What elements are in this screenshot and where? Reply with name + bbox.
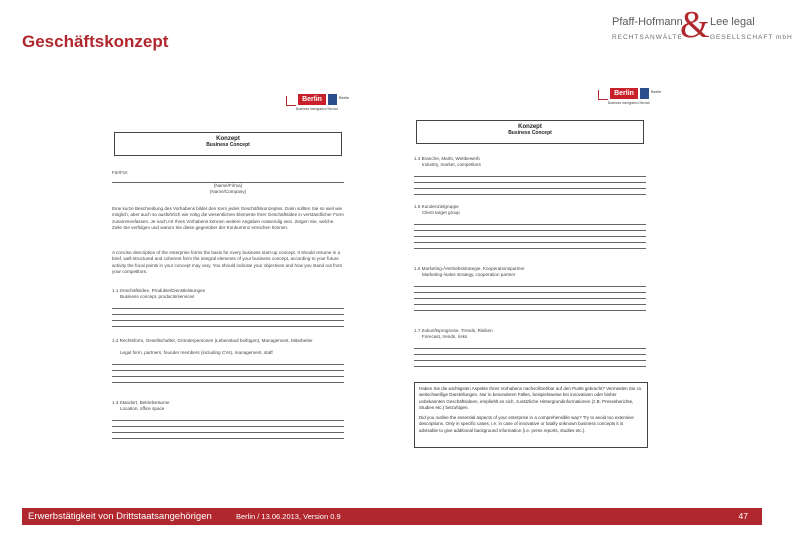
section-1-1-title: 1.1 Geschäftsidee, Produkte/Dienstleistungen [112, 288, 206, 293]
logo-name-right: Lee legal [710, 16, 755, 28]
section-1-4-subtitle: Industry, market, competitors [422, 162, 481, 167]
document-page-right [402, 88, 662, 450]
section-1-7-title: 1.7 Zukunftsprognose, Trends, Risiken [414, 328, 493, 333]
write-line [112, 326, 344, 327]
write-line [414, 286, 646, 287]
concept-subtitle: Business Concept [508, 130, 552, 136]
write-line [414, 292, 646, 293]
info-text-de: Haben Sie die wichtigsten Aspekte Ihres Vorhabens nachvollziehbar auf den Punkt gebracht? Vermeiden Sie zu weitschweifige Darstellungen. Nur in besonderen Fällen, beispielsweise bei innovativen oder bisher unbekannten Geschäftsideen, empfiehlt es sich, zusätzliche Hintergrundinformationen (z.B. Presseberichte, Studien etc.) beizufügen. [419, 386, 642, 410]
write-line [414, 194, 646, 195]
footer-org: Erwerbstätigkeit von Drittstaatsangehörigen [28, 511, 212, 522]
section-1-6-title: 1.6 Marketing-/Vertriebsstrategie, Kooperationspartner [414, 266, 525, 271]
berlin-bear-icon [328, 94, 337, 105]
page-title: Geschäftskonzept [22, 32, 169, 51]
concept-subtitle: Business Concept [206, 142, 250, 148]
logo-sub-right: GESELLSCHAFT mbH [710, 34, 793, 41]
write-line [112, 364, 344, 365]
berlin-logo-bracket-icon [286, 96, 296, 106]
write-line [414, 230, 646, 231]
intro-paragraph-de: Eine kurze Beschreibung des Vorhabens bildet den Kern jedes Geschäftskonzeptes. Darin sollten Sie so weit wie möglich, aber auch so ausführlich wie nötig die wesentlichen Elemente Ihrer Geschäftsidee in verständlicher Form zusammenfassen. Je nach Art Ihres Vorhabens können weitere Angaben notwendig sein. Zeigen Sie, welche Ziele Sie verfolgen und warum Sie diese gegenüber der Konkurrenz erreichen können. [112, 206, 344, 231]
write-line [414, 236, 646, 237]
section-1-5-title: 1.5 Kundenzielgruppe [414, 204, 459, 209]
berlin-logo-label: Berlin [298, 94, 326, 105]
berlin-bear-icon [640, 88, 649, 99]
write-line [414, 242, 646, 243]
write-line [414, 366, 646, 367]
logo-sub-left: RECHTSANWÄLTE [612, 34, 683, 41]
write-line [112, 432, 344, 433]
info-box [414, 382, 648, 448]
write-line [112, 382, 344, 383]
write-line [414, 310, 646, 311]
concept-title-box [416, 120, 644, 144]
berlin-logo-tagline: Business Immigration Service [296, 107, 338, 111]
write-line [112, 426, 344, 427]
concept-title-box [114, 132, 342, 156]
logo-ampersand-icon: & [680, 4, 710, 46]
intro-paragraph-en: A concise description of the enterprise forms the basis for every business start-up concept. It should resume in a brief, well-structured and coherent form the integral elements of your business concept, according to your future activity the focal points in your concept may vary. You should indicate your objectives and how you stand out from your competitors. [112, 250, 343, 275]
section-1-3-title: 1.3 Standort, Betriebsräume [112, 400, 170, 405]
info-text-en: Did you outline the essential aspects of your enterprise in a comprehensible way? Try to avoid too extensive descriptions. Only in specific cases, i.e. in case of innovative or totally unknown business concepts it is advisable to give additional background information (i.e. press reports, studies etc.). [419, 415, 634, 433]
berlin-logo-bracket-icon [598, 90, 608, 100]
write-line [112, 320, 344, 321]
write-line [112, 370, 344, 371]
section-1-7-subtitle: Forecast, trends, risks [422, 334, 468, 339]
write-line [414, 182, 646, 183]
berlin-logo-label: Berlin [610, 88, 638, 99]
name-label: (Name/Firma) [213, 183, 243, 188]
name-label-en: (Name/Company) [209, 189, 247, 194]
for-label: Für/For: [112, 170, 129, 175]
berlin-logo-small: Berlin [339, 95, 350, 100]
berlin-logo-tagline: Business Immigration Service [608, 101, 650, 105]
page-number: 47 [738, 511, 748, 521]
section-1-2-title: 1.2 Rechtsform, Gesellschafter, Gründerpersonen (Lebenslauf beifügen), Management, Mitarbeiter [112, 338, 313, 343]
section-1-4-title: 1.4 Branche, Markt, Wettbewerb [414, 156, 480, 161]
write-line [414, 298, 646, 299]
firm-logo [612, 4, 793, 48]
logo-name-left: Pfaff-Hofmann [612, 16, 683, 28]
footer-bar [22, 508, 762, 525]
write-line [112, 420, 344, 421]
write-line [414, 188, 646, 189]
write-line [414, 248, 646, 249]
concept-title: Konzept [216, 136, 240, 142]
section-1-1-subtitle: Business concept, products/services [120, 294, 195, 299]
write-line [112, 314, 344, 315]
concept-title: Konzept [518, 124, 542, 130]
write-line [112, 308, 344, 309]
write-line [414, 354, 646, 355]
berlin-logo-small: Berlin [651, 89, 662, 94]
document-page-left [108, 88, 352, 450]
section-1-6-subtitle: Marketing-/sales strategy, cooperation partner [422, 272, 516, 277]
write-line [414, 360, 646, 361]
write-line [414, 348, 646, 349]
footer-meta: Berlin / 13.06.2013, Version 0.9 [236, 512, 341, 521]
write-line [112, 376, 344, 377]
berlin-logo [598, 88, 668, 105]
berlin-logo [286, 94, 356, 111]
section-1-3-subtitle: Location, office space [120, 406, 165, 411]
write-line [414, 304, 646, 305]
write-line [414, 224, 646, 225]
write-line [112, 438, 344, 439]
section-1-2-subtitle: Legal form, partners, founder members (including CVs), management, staff [120, 350, 273, 355]
write-line [414, 176, 646, 177]
section-1-5-subtitle: Client target group [422, 210, 460, 215]
